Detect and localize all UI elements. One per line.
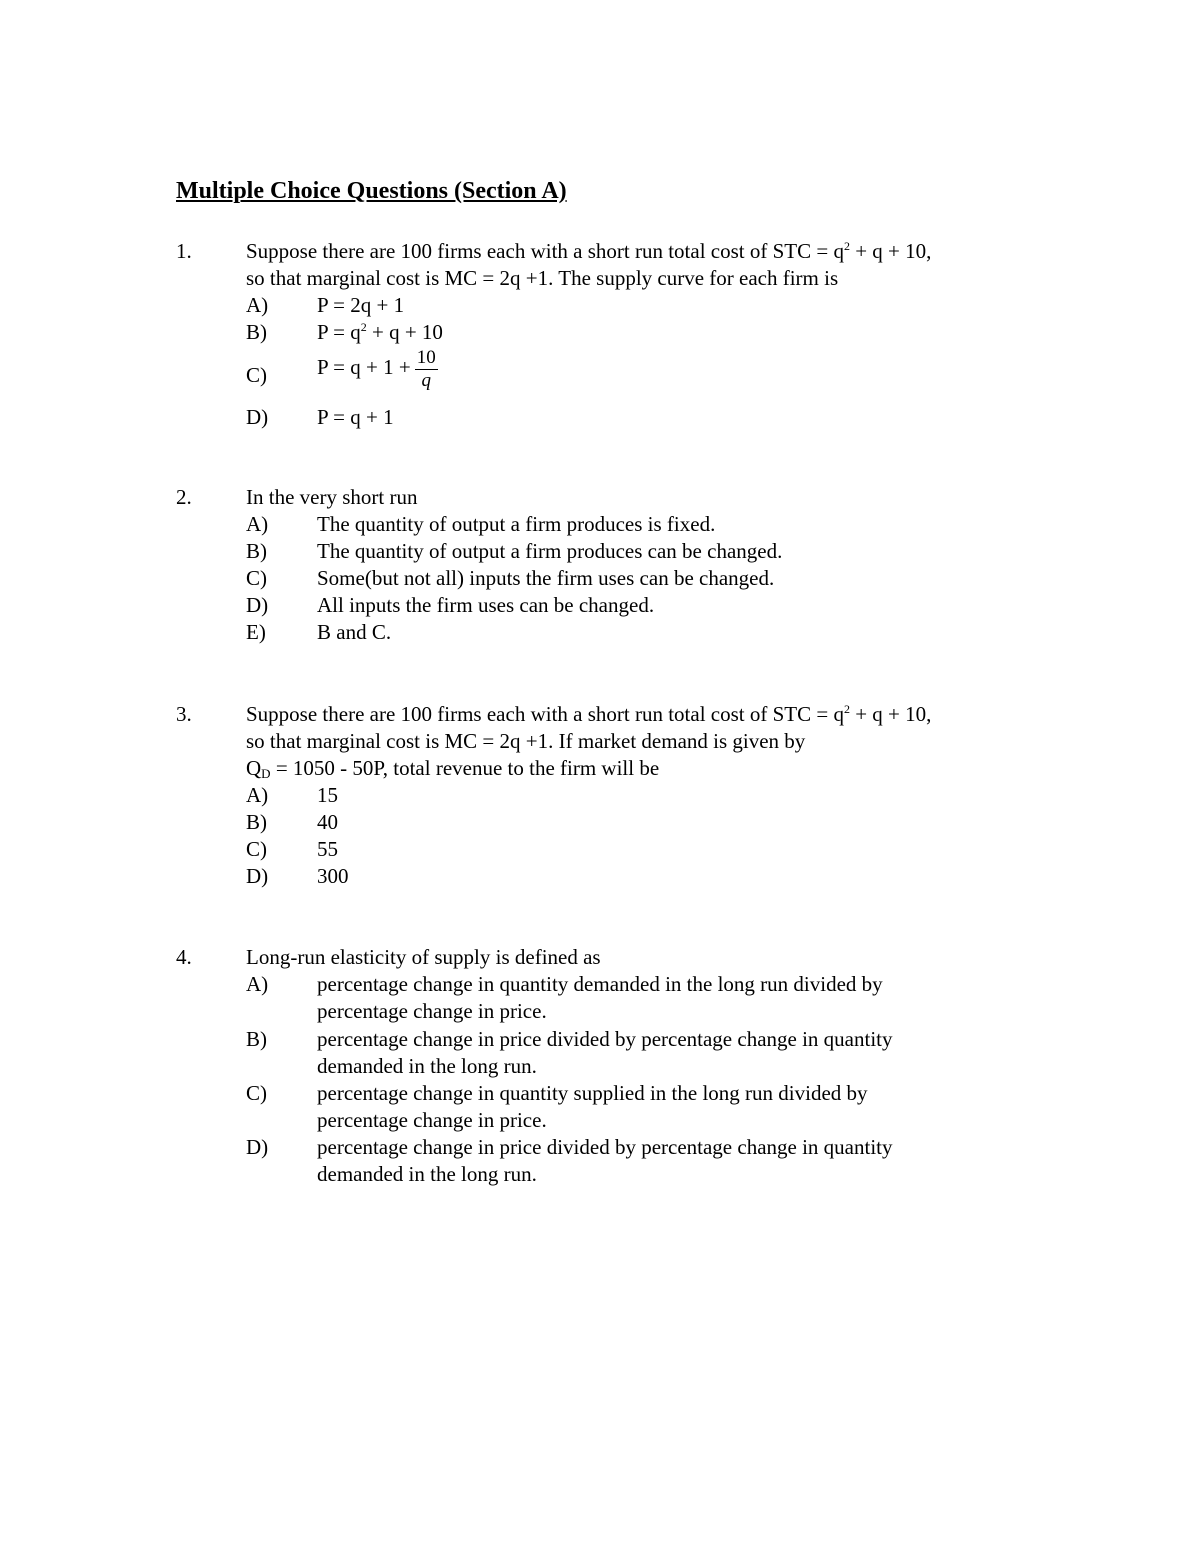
option-letter: D) (246, 1135, 269, 1159)
option-text: 55 (317, 837, 338, 861)
option-text: 40 (317, 810, 338, 834)
option-text: P = 2q + 1 (317, 293, 405, 317)
option-text-line-1: percentage change in price divided by percentage change in quantity (317, 1027, 893, 1051)
option-text-line-1: percentage change in price divided by percentage change in quantity (317, 1135, 893, 1159)
option-letter: B) (246, 539, 267, 563)
option-text: P = q + 1 + $\frac{10}{q}$ (317, 346, 436, 391)
option-letter: B) (246, 320, 267, 344)
option-text: B and C. (317, 620, 392, 644)
option-text: Some(but not all) inputs the firm uses can be changed. (317, 566, 775, 590)
page-title: Multiple Choice Questions (Section A) (176, 178, 567, 204)
option-letter: D) (246, 405, 269, 429)
question-number: 1. (176, 239, 192, 263)
option-text-line-2: percentage change in price. (317, 999, 547, 1023)
option-text-line-1: percentage change in quantity demanded in the long run divided by (317, 972, 883, 996)
option-letter: A) (246, 783, 269, 807)
question-number: 4. (176, 945, 192, 969)
question-stem-line-1: Long-run elasticity of supply is defined as (246, 945, 601, 969)
option-text-line-2: percentage change in price. (317, 1108, 547, 1132)
option-text: The quantity of output a firm produces is fixed. (317, 512, 716, 536)
question-stem-line-1: Suppose there are 100 firms each with a short run total cost of STC = $q^2 + q + 10$, (246, 702, 932, 726)
option-text: All inputs the firm uses can be changed. (317, 593, 655, 617)
option-letter: C) (246, 837, 267, 861)
option-letter: C) (246, 363, 267, 387)
option-text: P = q + 1 (317, 405, 394, 429)
option-text-line-2: demanded in the long run. (317, 1162, 537, 1186)
option-text-line-2: demanded in the long run. (317, 1054, 537, 1078)
option-letter: D) (246, 864, 269, 888)
option-letter: C) (246, 566, 267, 590)
option-letter: C) (246, 1081, 267, 1105)
option-letter: B) (246, 1027, 267, 1051)
option-text: $P = q^2 + q + 10$ (317, 320, 443, 344)
option-letter: A) (246, 512, 269, 536)
question-stem-line-2: so that marginal cost is MC = 2q +1. The supply curve for each firm is (246, 266, 839, 290)
question-stem-line-2: so that marginal cost is MC = 2q +1. If market demand is given by (246, 729, 806, 753)
question-number: 2. (176, 485, 192, 509)
option-letter: E) (246, 620, 266, 644)
fraction: $\frac{10}{q}$ (416, 346, 436, 391)
option-text-line-1: percentage change in quantity supplied in the long run divided by (317, 1081, 868, 1105)
option-letter: B) (246, 810, 267, 834)
question-stem-line-1: Suppose there are 100 firms each with a short run total cost of STC = $q^2 + q + 10$, (246, 239, 932, 263)
option-text: The quantity of output a firm produces can be changed. (317, 539, 783, 563)
option-letter: A) (246, 293, 269, 317)
question-number: 3. (176, 702, 192, 726)
question-stem-line-3: $Q_D = 1050 - 50P$, total revenue to the firm will be (246, 756, 660, 781)
question-stem-line-1: In the very short run (246, 485, 418, 509)
option-text: 15 (317, 783, 338, 807)
option-letter: A) (246, 972, 269, 996)
option-text: 300 (317, 864, 349, 888)
option-letter: D) (246, 593, 269, 617)
